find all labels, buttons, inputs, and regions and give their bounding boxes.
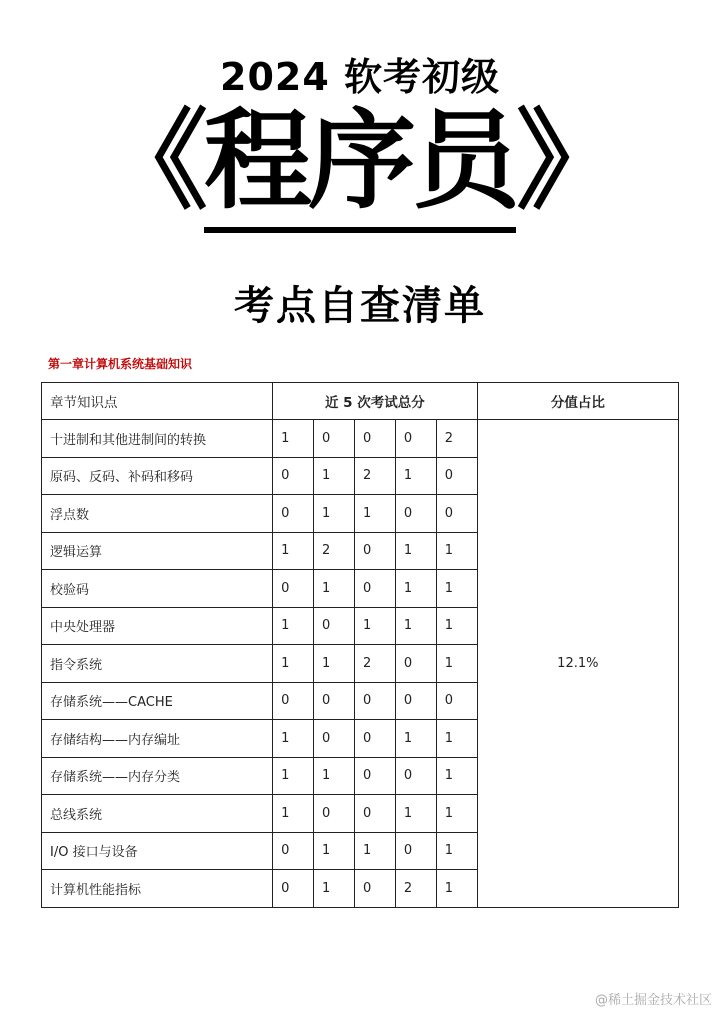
score-cell: 0 (395, 832, 436, 870)
score-cell: 0 (436, 682, 477, 720)
score-cell: 1 (273, 420, 314, 458)
chapter-title: 第一章计算机系统基础知识 (48, 357, 193, 371)
topic-cell: 存储系统——CACHE (42, 682, 273, 720)
score-cell: 0 (314, 607, 355, 645)
topic-cell: 浮点数 (42, 495, 273, 533)
table-header-row (42, 383, 679, 420)
score-cell: 0 (354, 795, 395, 833)
score-cell: 2 (436, 420, 477, 458)
score-cell: 0 (395, 682, 436, 720)
score-cell: 1 (436, 795, 477, 833)
score-cell: 1 (436, 645, 477, 683)
score-table (41, 382, 679, 908)
topic-cell: 总线系统 (42, 795, 273, 833)
score-cell: 1 (273, 757, 314, 795)
score-cell: 0 (395, 420, 436, 458)
topic-cell: 存储结构——内存编址 (42, 720, 273, 758)
score-cell: 0 (354, 682, 395, 720)
bracket-open: 《 (99, 99, 204, 224)
score-cell: 2 (395, 870, 436, 908)
watermark: @稀土掘金技术社区 (594, 993, 712, 1008)
score-cell: 1 (436, 570, 477, 608)
score-cell: 2 (354, 457, 395, 495)
score-cell: 1 (395, 720, 436, 758)
score-cell: 1 (395, 532, 436, 570)
exam-level-heading: 2024 软考初级 (220, 55, 500, 99)
score-cell: 0 (436, 457, 477, 495)
title-text: 程序员 (204, 97, 516, 233)
score-cell: 0 (354, 720, 395, 758)
score-cell: 1 (395, 795, 436, 833)
score-cell: 1 (273, 532, 314, 570)
score-cell: 2 (354, 645, 395, 683)
ratio-cell: 12.1% (477, 420, 678, 908)
table-row (42, 420, 679, 458)
topic-cell: 原码、反码、补码和移码 (42, 457, 273, 495)
score-cell: 0 (314, 420, 355, 458)
topic-cell: 逻辑运算 (42, 532, 273, 570)
score-cell: 1 (314, 832, 355, 870)
score-cell: 1 (395, 607, 436, 645)
score-cell: 1 (354, 832, 395, 870)
score-cell: 0 (395, 757, 436, 795)
score-cell: 0 (354, 870, 395, 908)
score-cell: 0 (273, 682, 314, 720)
score-cell: 0 (354, 532, 395, 570)
score-cell: 0 (273, 870, 314, 908)
score-cell: 1 (436, 607, 477, 645)
bracket-close: 》 (516, 99, 621, 224)
topic-cell: I/O 接口与设备 (42, 832, 273, 870)
topic-cell: 指令系统 (42, 645, 273, 683)
score-cell: 1 (273, 607, 314, 645)
score-cell: 1 (314, 495, 355, 533)
score-cell: 1 (436, 757, 477, 795)
score-cell: 1 (273, 720, 314, 758)
header-topic: 章节知识点 (42, 383, 273, 420)
score-cell: 1 (436, 832, 477, 870)
topic-cell: 校验码 (42, 570, 273, 608)
score-cell: 0 (314, 795, 355, 833)
score-cell: 0 (314, 682, 355, 720)
score-cell: 0 (273, 832, 314, 870)
score-cell: 1 (273, 795, 314, 833)
score-cell: 0 (273, 495, 314, 533)
score-cell: 1 (436, 720, 477, 758)
topic-cell: 中央处理器 (42, 607, 273, 645)
score-cell: 0 (273, 570, 314, 608)
score-cell: 0 (314, 720, 355, 758)
score-cell: 1 (314, 570, 355, 608)
topic-cell: 十进制和其他进制间的转换 (42, 420, 273, 458)
score-cell: 1 (395, 457, 436, 495)
score-cell: 1 (395, 570, 436, 608)
score-cell: 0 (436, 495, 477, 533)
document-subtitle: 考点自查清单 (234, 283, 486, 329)
score-cell: 1 (354, 607, 395, 645)
score-cell: 1 (436, 532, 477, 570)
score-cell: 0 (273, 457, 314, 495)
score-cell: 1 (273, 645, 314, 683)
score-cell: 2 (314, 532, 355, 570)
score-cell: 1 (314, 457, 355, 495)
topic-cell: 存储系统——内存分类 (42, 757, 273, 795)
score-cell: 0 (354, 757, 395, 795)
header-ratio: 分值占比 (477, 383, 678, 420)
score-cell: 0 (395, 495, 436, 533)
score-cell: 0 (354, 420, 395, 458)
document-title (0, 92, 720, 233)
header-scores: 近 5 次考试总分 (273, 383, 478, 420)
score-cell: 0 (395, 645, 436, 683)
score-cell: 1 (354, 495, 395, 533)
score-cell: 1 (436, 870, 477, 908)
topic-cell: 计算机性能指标 (42, 870, 273, 908)
score-cell: 1 (314, 645, 355, 683)
score-cell: 1 (314, 870, 355, 908)
score-cell: 0 (354, 570, 395, 608)
score-cell: 1 (314, 757, 355, 795)
